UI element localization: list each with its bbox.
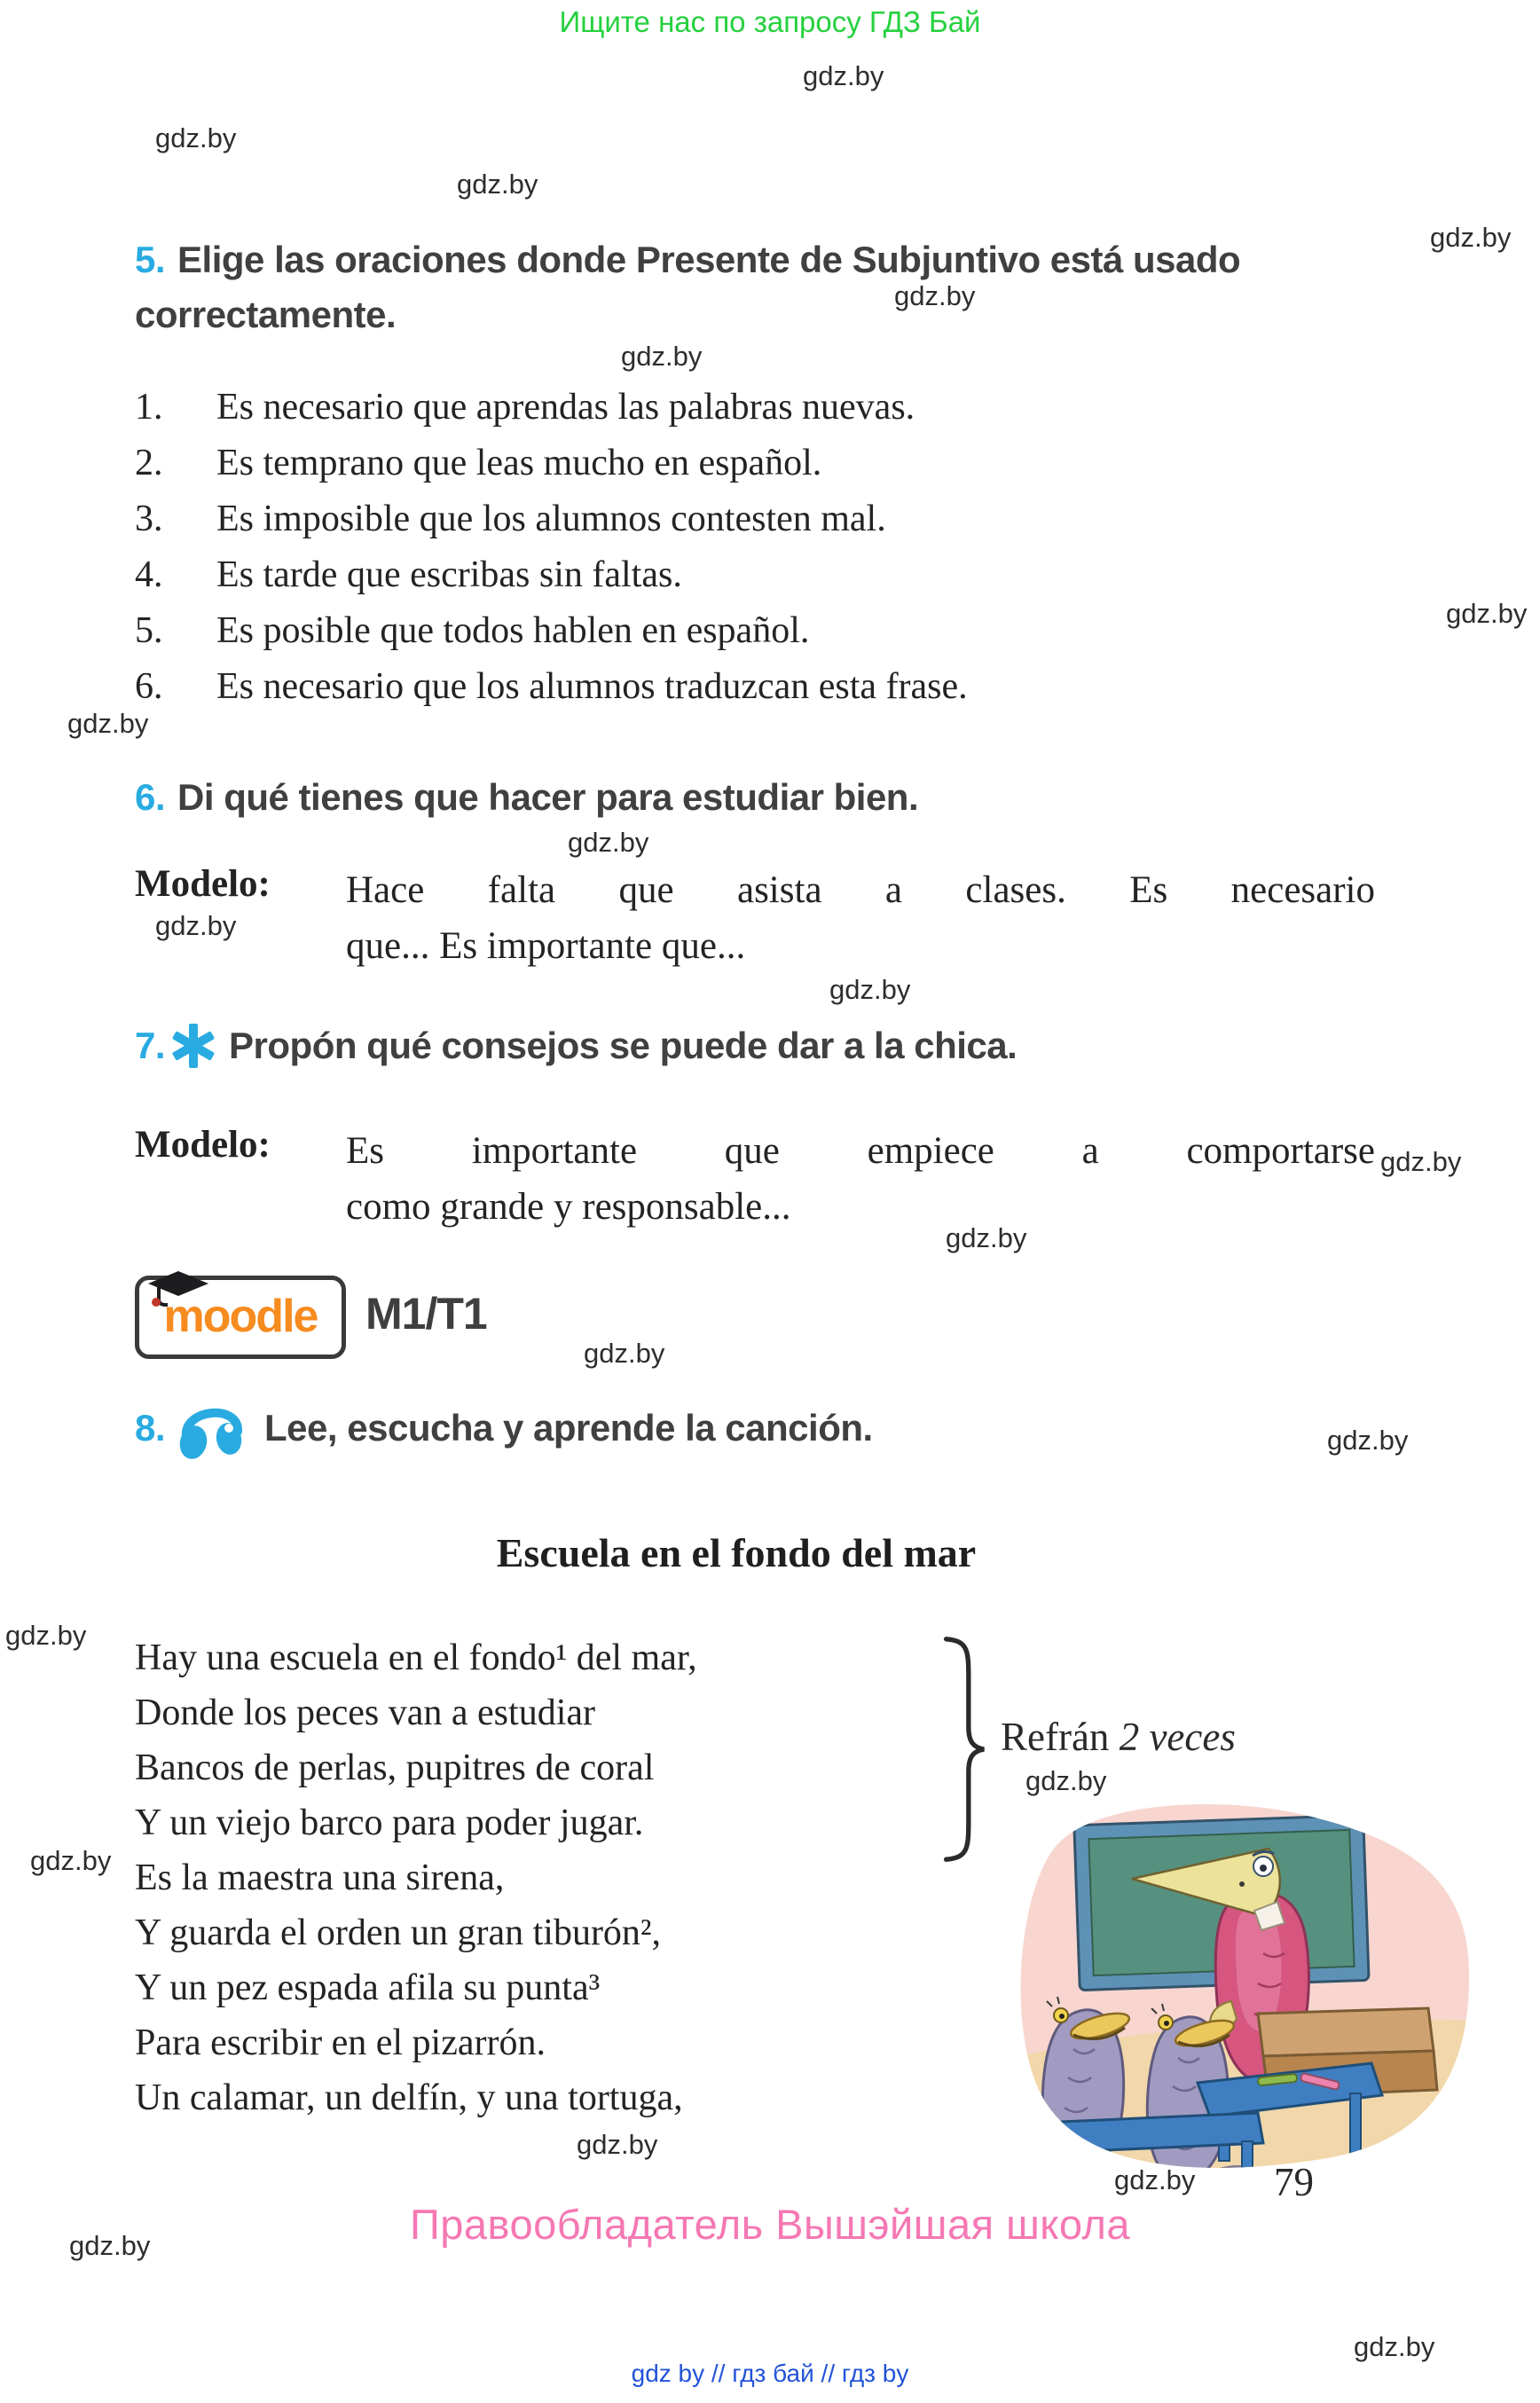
moodle-wordmark: moodle	[163, 1291, 318, 1342]
modelo-line: como grande y responsable...	[346, 1186, 791, 1228]
watermark: gdz.by	[577, 2129, 658, 2160]
footer-links-text[interactable]: gdz by // гдз бай // гдз by	[631, 2360, 909, 2387]
watermark: gdz.by	[803, 60, 884, 91]
list-item	[135, 547, 1430, 603]
moodle-module-label: M1/T1	[365, 1289, 487, 1339]
modelo-line: Hace falta que asista a clases. Es necesario	[346, 869, 1375, 911]
item-number: 3.	[135, 499, 163, 539]
lyric-line: Bancos de perlas, pupitres de coral	[135, 1747, 655, 1788]
lyric-line: Donde los peces van a estudiar	[135, 1692, 595, 1733]
page-number: 79	[1274, 2160, 1314, 2204]
lyric-line: Hay una escuela en el fondo¹ del mar,	[135, 1637, 697, 1678]
exercise5-number: 5.	[135, 239, 166, 280]
item-number: 5.	[135, 610, 163, 651]
modelo-label: Modelo:	[135, 863, 271, 905]
song-lyrics	[135, 1630, 1022, 2125]
modelo-line: Es importante que empiece a comportarse	[346, 1130, 1375, 1172]
watermark: gdz.by	[30, 1845, 112, 1876]
list-item	[135, 491, 1430, 547]
item-text: Es necesario que aprendas las palabras nuevas.	[216, 387, 915, 428]
watermark: gdz.by	[946, 1222, 1027, 1253]
item-text: Es tarde que escribas sin faltas.	[216, 554, 682, 595]
list-item	[135, 603, 1430, 659]
watermark: gdz.by	[1430, 222, 1512, 253]
item-number: 1.	[135, 387, 163, 428]
watermark: gdz.by	[1025, 1765, 1107, 1796]
exercise5-heading	[135, 232, 1315, 342]
exercise5-sentence-list	[135, 380, 1430, 715]
exercise7-heading	[135, 1018, 1017, 1073]
watermark: gdz.by	[1114, 2164, 1196, 2195]
refrain-label: Refrán	[1001, 1715, 1110, 1759]
exercise6-title: Di qué tienes que hacer para estudiar bien.	[177, 776, 919, 818]
copyright-notice: Правообладатель Вышэйшая школа	[409, 2201, 1131, 2248]
watermark: gdz.by	[5, 1620, 87, 1651]
asterisk-icon	[170, 1023, 216, 1069]
watermark: gdz.by	[829, 974, 911, 1005]
lyric-line: Para escribir en el pizarrón.	[135, 2022, 546, 2063]
lyric-line: Y guarda el orden un gran tiburón²,	[135, 1912, 662, 1953]
watermark: gdz.by	[155, 910, 237, 941]
item-number: 6.	[135, 666, 163, 707]
modelo-text	[346, 862, 1375, 974]
exercise8-number: 8.	[135, 1407, 166, 1449]
exercise6-number: 6.	[135, 776, 166, 818]
lyric-line: Es la maestra una sirena,	[135, 1857, 505, 1898]
exercise8-title: Lee, escucha y aprende la canción.	[264, 1407, 873, 1449]
exercise7-title: Propón qué consejos se puede dar a la chica.	[229, 1025, 1018, 1066]
watermark: gdz.by	[568, 827, 649, 858]
modelo-label: Modelo:	[135, 1124, 271, 1166]
promo-banner: Ищите нас по запросу ГДЗ Бай	[559, 5, 981, 38]
refrain-times: 2 veces	[1119, 1715, 1236, 1759]
modelo-text	[346, 1123, 1375, 1235]
lyric-line: Y un pez espada afila su punta³	[135, 1967, 601, 2008]
headphones-icon[interactable]	[174, 1394, 248, 1462]
watermark: gdz.by	[1380, 1146, 1462, 1177]
watermark: gdz.by	[1446, 598, 1528, 629]
item-text: Es necesario que los alumnos traduzcan esta frase.	[216, 666, 968, 707]
item-text: Es posible que todos hablen en español.	[216, 610, 810, 651]
exercise5-title: Elige las oraciones donde Presente de Subjuntivo está usado correctamente.	[135, 239, 1241, 335]
lyric-line: Y un viejo barco para poder jugar.	[135, 1802, 644, 1843]
watermark: gdz.by	[67, 708, 149, 739]
lyric-line: Un calamar, un delfín, y una tortuga,	[135, 2077, 683, 2118]
watermark: gdz.by	[1327, 1425, 1409, 1456]
list-item	[135, 436, 1430, 491]
graduation-cap-icon	[146, 1269, 210, 1310]
watermark: gdz.by	[69, 2230, 151, 2261]
item-text: Es temprano que leas mucho en español.	[216, 443, 822, 483]
footer-links[interactable]	[0, 2360, 1540, 2388]
list-item	[135, 659, 1430, 715]
watermark: gdz.by	[1354, 2331, 1435, 2362]
fish-classroom-illustration	[992, 1797, 1478, 2173]
watermark: gdz.by	[584, 1338, 665, 1369]
exercise8-heading	[135, 1394, 873, 1462]
watermark: gdz.by	[621, 341, 703, 372]
item-text: Es imposible que los alumnos contesten mal.	[216, 499, 886, 539]
watermark: gdz.by	[457, 169, 538, 200]
moodle-logo[interactable]	[135, 1276, 346, 1359]
modelo-line: que... Es importante que...	[346, 925, 746, 967]
refrain-brace	[939, 1634, 988, 1865]
item-number: 4.	[135, 554, 163, 595]
watermark: gdz.by	[155, 122, 237, 153]
exercise6-heading	[135, 770, 1483, 825]
refrain-note	[1001, 1714, 1236, 1760]
watermark: gdz.by	[894, 280, 976, 311]
list-item	[135, 380, 1430, 436]
exercise7-number: 7.	[135, 1025, 166, 1066]
item-number: 2.	[135, 443, 163, 483]
song-title: Escuela en el fondo del mar	[496, 1530, 977, 1575]
